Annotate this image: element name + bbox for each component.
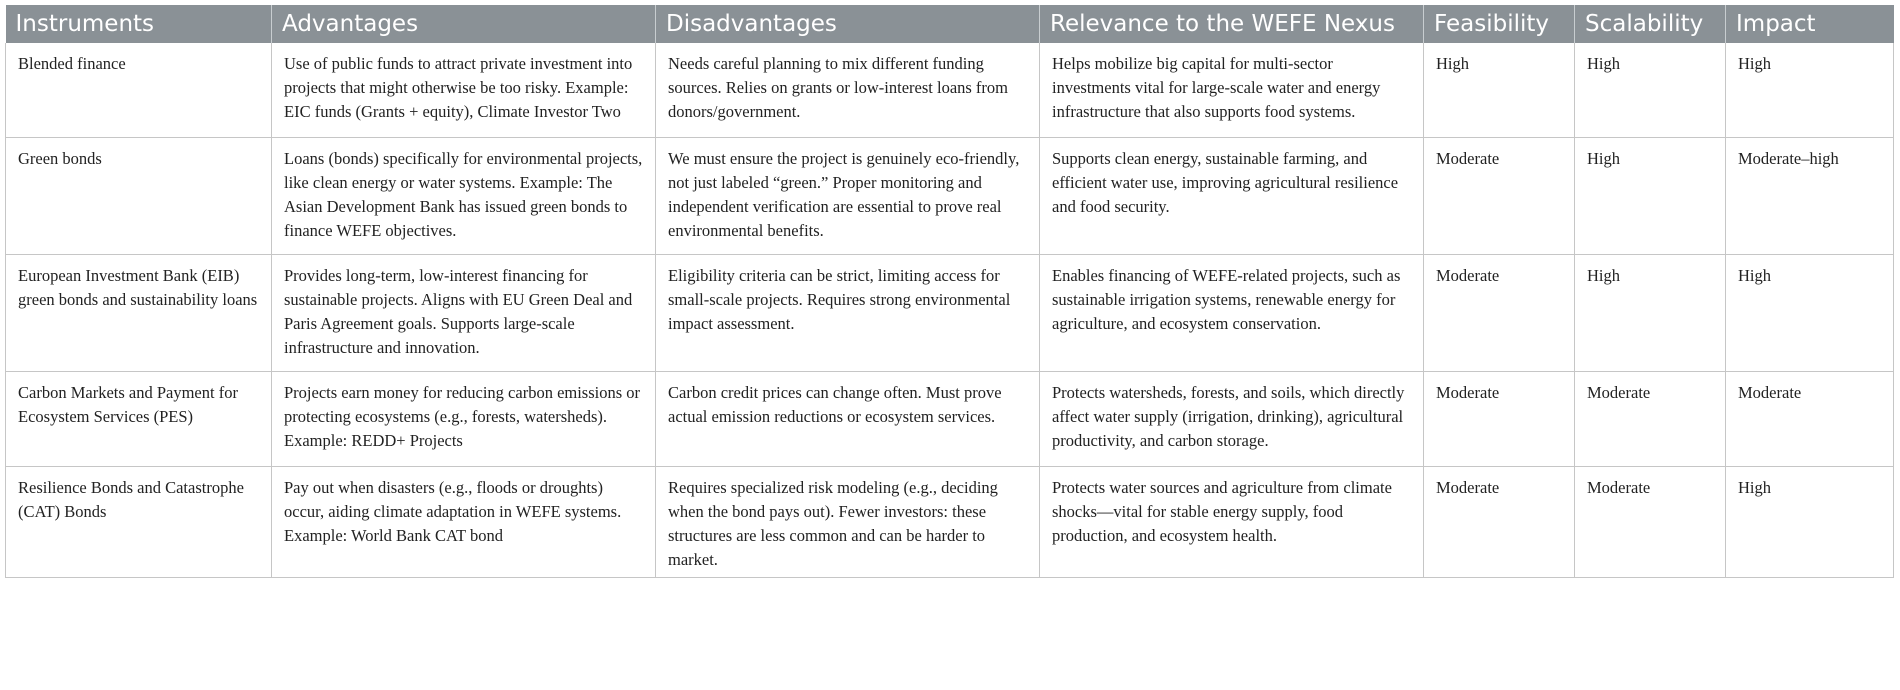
cell-impact: High	[1726, 467, 1894, 578]
cell-disadvantages: We must ensure the project is genuinely eco-friendly, not just labeled “green.” Proper monitoring and independent verification are essential to prove real environmental benefits.	[656, 138, 1040, 255]
table-row	[6, 467, 1894, 578]
cell-feasibility: Moderate	[1424, 138, 1575, 255]
cell-relevance: Supports clean energy, sustainable farming, and efficient water use, improving agricultural resilience and food security.	[1040, 138, 1424, 255]
cell-instrument: Green bonds	[6, 138, 272, 255]
header-disadvantages: Disadvantages	[656, 5, 1040, 43]
cell-scalability: High	[1575, 43, 1726, 138]
cell-advantages: Provides long-term, low-interest financing for sustainable projects. Aligns with EU Green Deal and Paris Agreement goals. Supports large-scale infrastructure and innovation.	[272, 255, 656, 372]
table-header-row	[6, 5, 1894, 43]
cell-advantages: Use of public funds to attract private investment into projects that might otherwise be too risky. Example: EIC funds (Grants + equity), Climate Investor Two	[272, 43, 656, 138]
cell-scalability: High	[1575, 138, 1726, 255]
cell-instrument: Carbon Markets and Payment for Ecosystem Services (PES)	[6, 372, 272, 467]
cell-disadvantages: Requires specialized risk modeling (e.g., deciding when the bond pays out). Fewer investors: these structures are less common and can be harder to market.	[656, 467, 1040, 578]
cell-instrument: Resilience Bonds and Catastrophe (CAT) Bonds	[6, 467, 272, 578]
cell-impact: High	[1726, 43, 1894, 138]
cell-relevance: Helps mobilize big capital for multi-sector investments vital for large-scale water and energy infrastructure that also supports food systems.	[1040, 43, 1424, 138]
cell-relevance: Enables financing of WEFE-related projects, such as sustainable irrigation systems, renewable energy for agriculture, and ecosystem conservation.	[1040, 255, 1424, 372]
cell-scalability: High	[1575, 255, 1726, 372]
cell-disadvantages: Eligibility criteria can be strict, limiting access for small-scale projects. Requires strong environmental impact assessment.	[656, 255, 1040, 372]
header-feasibility: Feasibility	[1424, 5, 1575, 43]
header-relevance: Relevance to the WEFE Nexus	[1040, 5, 1424, 43]
header-scalability: Scalability	[1575, 5, 1726, 43]
table-row	[6, 372, 1894, 467]
cell-feasibility: Moderate	[1424, 255, 1575, 372]
cell-scalability: Moderate	[1575, 467, 1726, 578]
cell-impact: Moderate	[1726, 372, 1894, 467]
cell-impact: High	[1726, 255, 1894, 372]
cell-advantages: Loans (bonds) specifically for environmental projects, like clean energy or water systems. Example: The Asian Development Bank has issued green bonds to finance WEFE objectives.	[272, 138, 656, 255]
header-advantages: Advantages	[272, 5, 656, 43]
cell-feasibility: Moderate	[1424, 372, 1575, 467]
table-row	[6, 255, 1894, 372]
cell-advantages: Projects earn money for reducing carbon emissions or protecting ecosystems (e.g., forests, watersheds). Example: REDD+ Projects	[272, 372, 656, 467]
cell-advantages: Pay out when disasters (e.g., floods or droughts) occur, aiding climate adaptation in WEFE systems. Example: World Bank CAT bond	[272, 467, 656, 578]
header-impact: Impact	[1726, 5, 1894, 43]
cell-feasibility: High	[1424, 43, 1575, 138]
instruments-table	[5, 5, 1894, 578]
cell-instrument: Blended finance	[6, 43, 272, 138]
cell-relevance: Protects watersheds, forests, and soils, which directly affect water supply (irrigation, drinking), agricultural productivity, and carbon storage.	[1040, 372, 1424, 467]
cell-instrument: European Investment Bank (EIB) green bonds and sustainability loans	[6, 255, 272, 372]
table-row	[6, 43, 1894, 138]
cell-relevance: Protects water sources and agriculture from climate shocks—vital for stable energy supply, food production, and ecosystem health.	[1040, 467, 1424, 578]
cell-scalability: Moderate	[1575, 372, 1726, 467]
table-row	[6, 138, 1894, 255]
cell-feasibility: Moderate	[1424, 467, 1575, 578]
cell-impact: Moderate–high	[1726, 138, 1894, 255]
cell-disadvantages: Carbon credit prices can change often. Must prove actual emission reductions or ecosystem services.	[656, 372, 1040, 467]
cell-disadvantages: Needs careful planning to mix different funding sources. Relies on grants or low-interest loans from donors/government.	[656, 43, 1040, 138]
header-instruments: Instruments	[6, 5, 272, 43]
